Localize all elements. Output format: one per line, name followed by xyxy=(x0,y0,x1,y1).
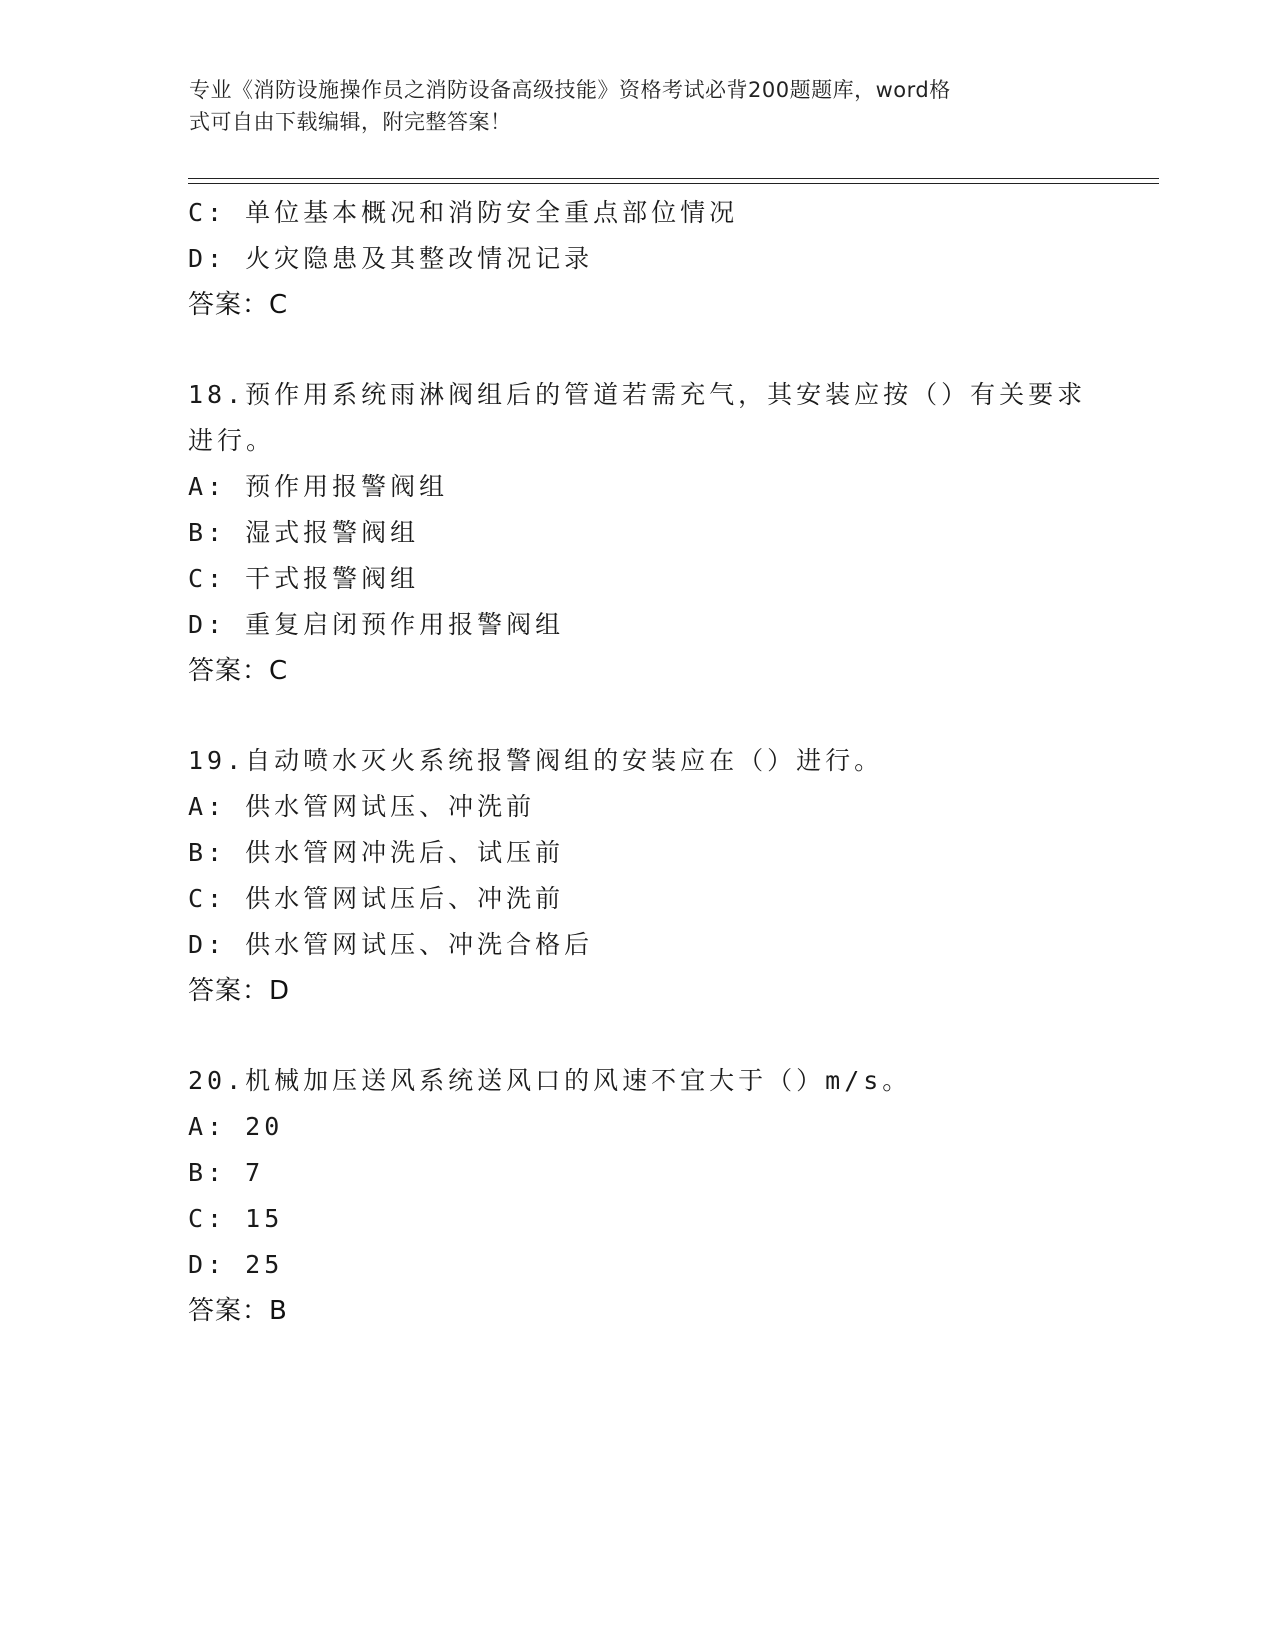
option-label: D: xyxy=(188,930,227,959)
option-text: 湿式报警阀组 xyxy=(245,518,420,547)
header-divider-bottom xyxy=(188,183,1159,184)
question-stem-cont: 进行。 xyxy=(188,426,276,455)
option-text: 单位基本概况和消防安全重点部位情况 xyxy=(245,198,739,227)
option-label: A: xyxy=(188,1112,227,1141)
question-19 xyxy=(188,738,1088,1014)
option-label: D: xyxy=(188,244,227,273)
option-label: B: xyxy=(188,838,227,867)
option-label: C: xyxy=(188,198,227,227)
question-20 xyxy=(188,1058,1088,1334)
answer-line: 答案：C xyxy=(188,290,289,320)
option-d xyxy=(188,602,1088,648)
answer-line: 答案：B xyxy=(188,1296,288,1326)
option-b xyxy=(188,510,1088,556)
option-text: 7 xyxy=(245,1158,265,1187)
option-text: 供水管网试压、冲洗前 xyxy=(245,792,536,821)
option-text: 15 xyxy=(245,1204,284,1233)
option-text: 20 xyxy=(245,1112,284,1141)
questions-content xyxy=(188,190,1088,1334)
option-text: 预作用报警阀组 xyxy=(245,472,449,501)
option-text: 供水管网试压、冲洗合格后 xyxy=(245,930,594,959)
option-a xyxy=(188,1104,1088,1150)
option-label: B: xyxy=(188,518,227,547)
option-label: D: xyxy=(188,610,227,639)
option-text: 火灾隐患及其整改情况记录 xyxy=(245,244,594,273)
option-d xyxy=(188,1242,1088,1288)
option-b xyxy=(188,1150,1088,1196)
option-a xyxy=(188,784,1088,830)
option-b xyxy=(188,830,1088,876)
option-c xyxy=(188,1196,1088,1242)
answer-line: 答案：D xyxy=(188,976,291,1006)
option-label: A: xyxy=(188,792,227,821)
option-c xyxy=(188,876,1088,922)
option-label: B: xyxy=(188,1158,227,1187)
question-18 xyxy=(188,372,1088,694)
option-d xyxy=(188,922,1088,968)
option-text: 干式报警阀组 xyxy=(245,564,420,593)
question-stem: 20.机械加压送风系统送风口的风速不宜大于（）m/s。 xyxy=(188,1066,912,1095)
header-divider-top xyxy=(188,178,1159,179)
option-label: A: xyxy=(188,472,227,501)
option-d xyxy=(188,236,1088,282)
question-stem: 18.预作用系统雨淋阀组后的管道若需充气，其安装应按（）有关要求 xyxy=(188,380,1087,409)
option-a xyxy=(188,464,1088,510)
option-text: 25 xyxy=(245,1250,284,1279)
option-label: C: xyxy=(188,564,227,593)
header-line-1: 专业《消防设施操作员之消防设备高级技能》资格考试必背200题题库，word格 xyxy=(189,78,951,102)
option-text: 供水管网冲洗后、试压前 xyxy=(245,838,565,867)
option-c xyxy=(188,556,1088,602)
option-text: 供水管网试压后、冲洗前 xyxy=(245,884,565,913)
document-header xyxy=(189,74,1089,138)
header-line-2: 式可自由下载编辑，附完整答案！ xyxy=(189,110,512,134)
option-label: C: xyxy=(188,1204,227,1233)
answer-line: 答案：C xyxy=(188,656,289,686)
option-text: 重复启闭预作用报警阀组 xyxy=(245,610,565,639)
option-label: D: xyxy=(188,1250,227,1279)
option-label: C: xyxy=(188,884,227,913)
option-c xyxy=(188,190,1088,236)
question-stem: 19.自动喷水灭火系统报警阀组的安装应在（）进行。 xyxy=(188,746,884,775)
prev-question-block xyxy=(188,190,1088,328)
